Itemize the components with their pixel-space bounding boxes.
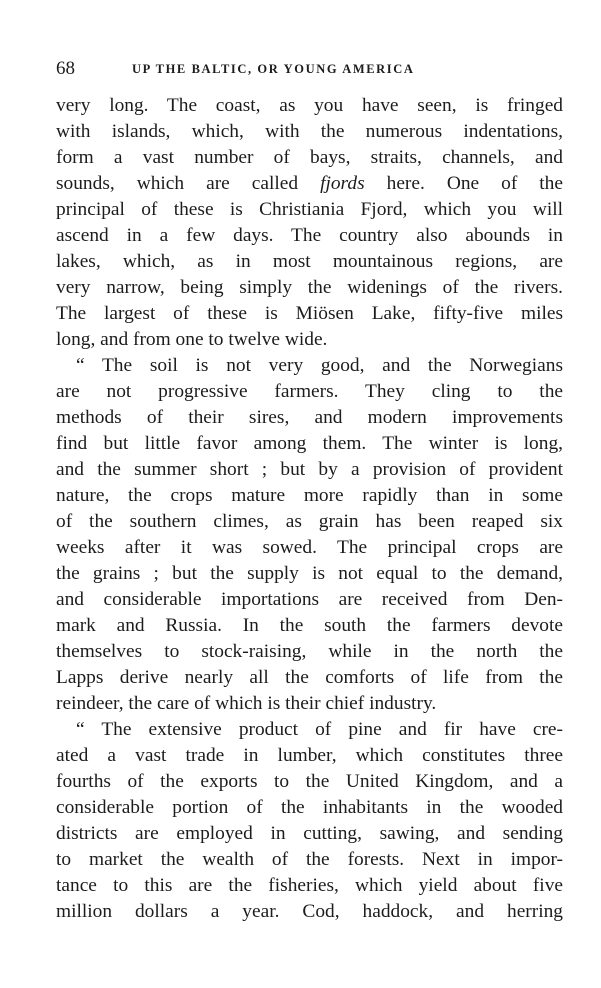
text-line: “ The extensive product of pine and fir have cre- [76,719,563,740]
text-line: weeks after it was sowed. The principal crops are [56,537,563,558]
text-line: The largest of these is Miösen Lake, fifty-five miles [56,303,563,324]
text-line: themselves to stock-raising, while in the north the [56,641,563,662]
text-line: reindeer, the care of which is their chief industry. [56,693,437,714]
text-line: principal of these is Christiania Fjord, which you will [56,199,563,220]
text-line: “ The soil is not very good, and the Norwegians [76,355,563,376]
running-title: UP THE BALTIC, OR YOUNG AMERICA [132,62,415,76]
page-number: 68 [56,58,75,79]
text-line: to market the wealth of the forests. Next in impor- [56,849,563,870]
text-line: ated a vast trade in lumber, which constitutes three [56,745,563,766]
text-line: considerable portion of the inhabitants in the wooded [56,797,563,818]
text-line: tance to this are the fisheries, which yield about five [56,875,563,896]
text-segment: sounds, which are called [56,173,321,194]
text-line: find but little favor among them. The winter is long, [56,433,563,454]
text-line: Lapps derive nearly all the comforts of life from the [56,667,563,688]
text-line: mark and Russia. In the south the farmers devote [56,615,563,636]
text-line: of the southern climes, as grain has been reaped six [56,511,563,532]
text-line: very long. The coast, as you have seen, is fringed [56,95,563,116]
text-line: long, and from one to twelve wide. [56,329,328,350]
text-line: are not progressive farmers. They cling to the [56,381,563,402]
text-line: million dollars a year. Cod, haddock, and herring [56,901,563,922]
italic-word: fjords [320,173,365,194]
page-header [56,56,562,82]
text-line: the grains ; but the supply is not equal to the demand, [56,563,563,584]
text-line: form a vast number of bays, straits, channels, and [56,147,563,168]
text-line: and the summer short ; but by a provision of provident [56,459,563,480]
text-line: districts are employed in cutting, sawing, and sending [56,823,563,844]
text-line: fourths of the exports to the United Kingdom, and a [56,771,563,792]
text-segment: here. One of the [364,173,563,194]
text-line: ascend in a few days. The country also abounds in [56,225,563,246]
body-text [56,93,563,925]
text-line: and considerable importations are received from Den- [56,589,563,610]
text-line: lakes, which, as in most mountainous regions, are [56,251,563,272]
text-line: with islands, which, with the numerous indentations, [56,121,563,142]
text-line: nature, the crops mature more rapidly than in some [56,485,563,506]
text-line: methods of their sires, and modern improvements [56,407,563,428]
text-line: very narrow, being simply the widenings of the rivers. [56,277,563,298]
text-line [56,171,563,197]
